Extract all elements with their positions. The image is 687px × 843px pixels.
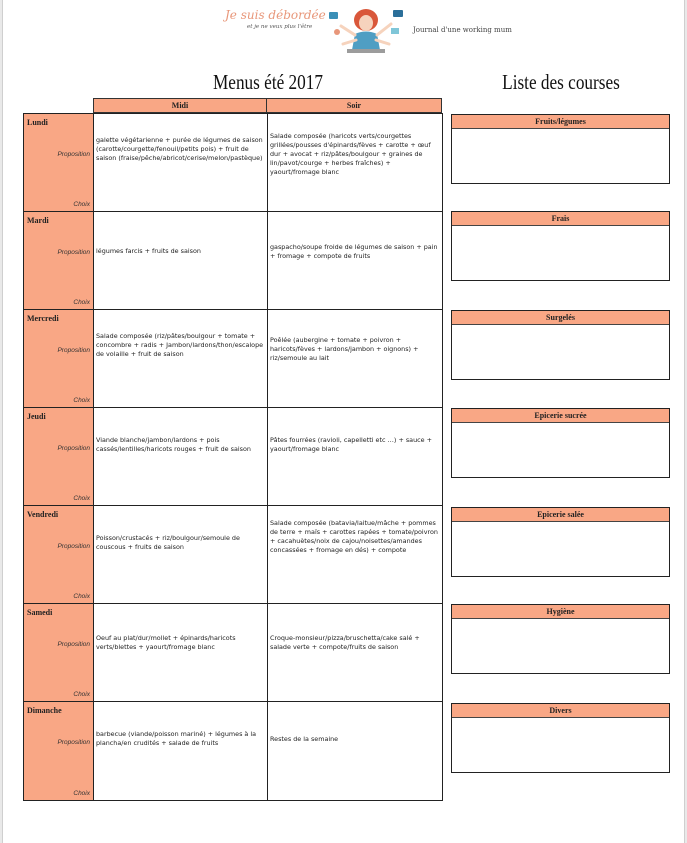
day-label-cell [24, 604, 94, 701]
soir-cell [268, 506, 442, 603]
day-label-cell [24, 702, 94, 800]
menu-title: Menus été 2017 [212, 70, 324, 94]
soir-proposition: Salade composée (haricots verts/courgettes grillées/pousses d'épinards/fèves + carotte + œuf dur + avocat + riz/pâtes/boulgour + graines de lin/pavot/courge + herbes fraîches) + yaourt/fromage blanc [270, 132, 431, 176]
shopping-category-header: Frais [452, 212, 669, 226]
day-name: Samedi [27, 608, 53, 617]
brand-title: Je suis débordée [225, 8, 326, 22]
shopping-category-header: Surgelés [452, 311, 669, 325]
shopping-category-header: Epicerie sucrée [452, 409, 669, 423]
proposition-label: Proposition [57, 543, 90, 550]
shopping-box-divers [451, 703, 670, 773]
day-label-cell [24, 506, 94, 603]
shopping-box-surgeles [451, 310, 670, 380]
day-name: Lundi [27, 118, 48, 127]
soir-proposition: Salade composée (batavia/laitue/mâche + pommes de terre + maïs + carottes rapées + tomate/poivron + cacahuètes/noix de cajou/noisettes/amandes concassées + fromage en dés) + compote [270, 519, 438, 554]
midi-proposition: Poisson/crustacés + riz/boulgour/semoule de couscous + fruits de saison [96, 534, 240, 551]
midi-proposition: légumes farcis + fruits de saison [96, 247, 201, 255]
choix-label: Choix [73, 691, 90, 698]
soir-proposition: gaspacho/soupe froide de légumes de saison + pain + fromage + compote de fruits [270, 243, 438, 260]
soir-cell [268, 212, 442, 309]
day-name: Vendredi [27, 510, 59, 519]
midi-proposition: barbecue (viande/poisson mariné) + légumes à la plancha/en crudités + salade de fruits [96, 730, 257, 747]
proposition-label: Proposition [57, 739, 90, 746]
day-name: Dimanche [27, 706, 62, 715]
working-mum-illustration [325, 4, 407, 56]
midi-proposition: galette végétarienne + purée de légumes de saison (carotte/courgette/fenouil/petits pois) + fruit de saison (fraise/pêche/abricot/cerise/melon/pastèque) [96, 136, 263, 162]
day-row-mardi [24, 212, 442, 310]
day-label-cell [24, 114, 94, 211]
day-row-mercredi [24, 310, 442, 408]
midi-cell [94, 114, 268, 211]
soir-cell [268, 408, 442, 505]
document-page [2, 0, 685, 843]
day-row-vendredi [24, 506, 442, 604]
day-label-cell [24, 310, 94, 407]
choix-label: Choix [73, 790, 90, 797]
midi-cell [94, 702, 268, 800]
proposition-label: Proposition [57, 445, 90, 452]
day-row-dimanche [24, 702, 442, 800]
day-name: Mardi [27, 216, 49, 225]
day-name: Jeudi [27, 412, 46, 421]
shopping-category-header: Hygiène [452, 605, 669, 619]
soir-cell [268, 114, 442, 211]
choix-label: Choix [73, 495, 90, 502]
day-label-cell [24, 212, 94, 309]
choix-label: Choix [73, 299, 90, 306]
midi-cell [94, 506, 268, 603]
midi-proposition: Salade composée (riz/pâtes/boulgour + tomate + concombre + radis + Jambon/lardons/thon/escalope de volaille + fruit de saison [96, 332, 264, 358]
shopping-box-frais [451, 211, 670, 281]
midi-cell [94, 212, 268, 309]
midi-proposition: Viande blanche/jambon/lardons + pois cassés/lentilles/haricots rouges + fruit de saison [96, 436, 251, 453]
midi-cell [94, 408, 268, 505]
column-header-soir: Soir [266, 98, 442, 113]
soir-proposition: Croque-monsieur/pizza/bruschetta/cake salé + salade verte + compote/fruits de saison [270, 634, 420, 651]
proposition-label: Proposition [57, 641, 90, 648]
day-name: Mercredi [27, 314, 59, 323]
shopping-category-header: Fruits/légumes [452, 115, 669, 129]
midi-cell [94, 604, 268, 701]
midi-proposition: Oeuf au plat/dur/mollet + épinards/haricots verts/blettes + yaourt/fromage blanc [96, 634, 236, 651]
shopping-box-epicerie-sucree [451, 408, 670, 478]
shopping-category-header: Divers [452, 704, 669, 718]
choix-label: Choix [73, 397, 90, 404]
journal-tagline: Journal d'une working mum [413, 26, 512, 34]
day-label-cell [24, 408, 94, 505]
soir-proposition: Pâtes fourrées (ravioli, capelletti etc …) + sauce + yaourt/fromage blanc [270, 436, 432, 453]
day-row-samedi [24, 604, 442, 702]
shopping-list-title: Liste des courses [502, 70, 620, 94]
soir-proposition: Restes de la semaine [270, 735, 339, 743]
brand-subtitle: et je ne veux plus l'être [247, 24, 313, 30]
shopping-box-fruits-legumes [451, 114, 670, 184]
proposition-label: Proposition [57, 249, 90, 256]
choix-label: Choix [73, 593, 90, 600]
midi-cell [94, 310, 268, 407]
soir-cell [268, 702, 442, 800]
shopping-box-hygiene [451, 604, 670, 674]
choix-label: Choix [73, 201, 90, 208]
column-header-midi: Midi [93, 98, 267, 113]
proposition-label: Proposition [57, 347, 90, 354]
shopping-box-epicerie-salee [451, 507, 670, 577]
menu-table [23, 113, 443, 801]
shopping-category-header: Epicerie salée [452, 508, 669, 522]
day-row-jeudi [24, 408, 442, 506]
proposition-label: Proposition [57, 151, 90, 158]
soir-cell [268, 310, 442, 407]
day-row-lundi [24, 114, 442, 212]
soir-proposition: Poêlée (aubergine + tomate + poivron + haricots/fèves + lardons/jambon + oignons) + riz/semoule au lait [270, 336, 419, 362]
soir-cell [268, 604, 442, 701]
